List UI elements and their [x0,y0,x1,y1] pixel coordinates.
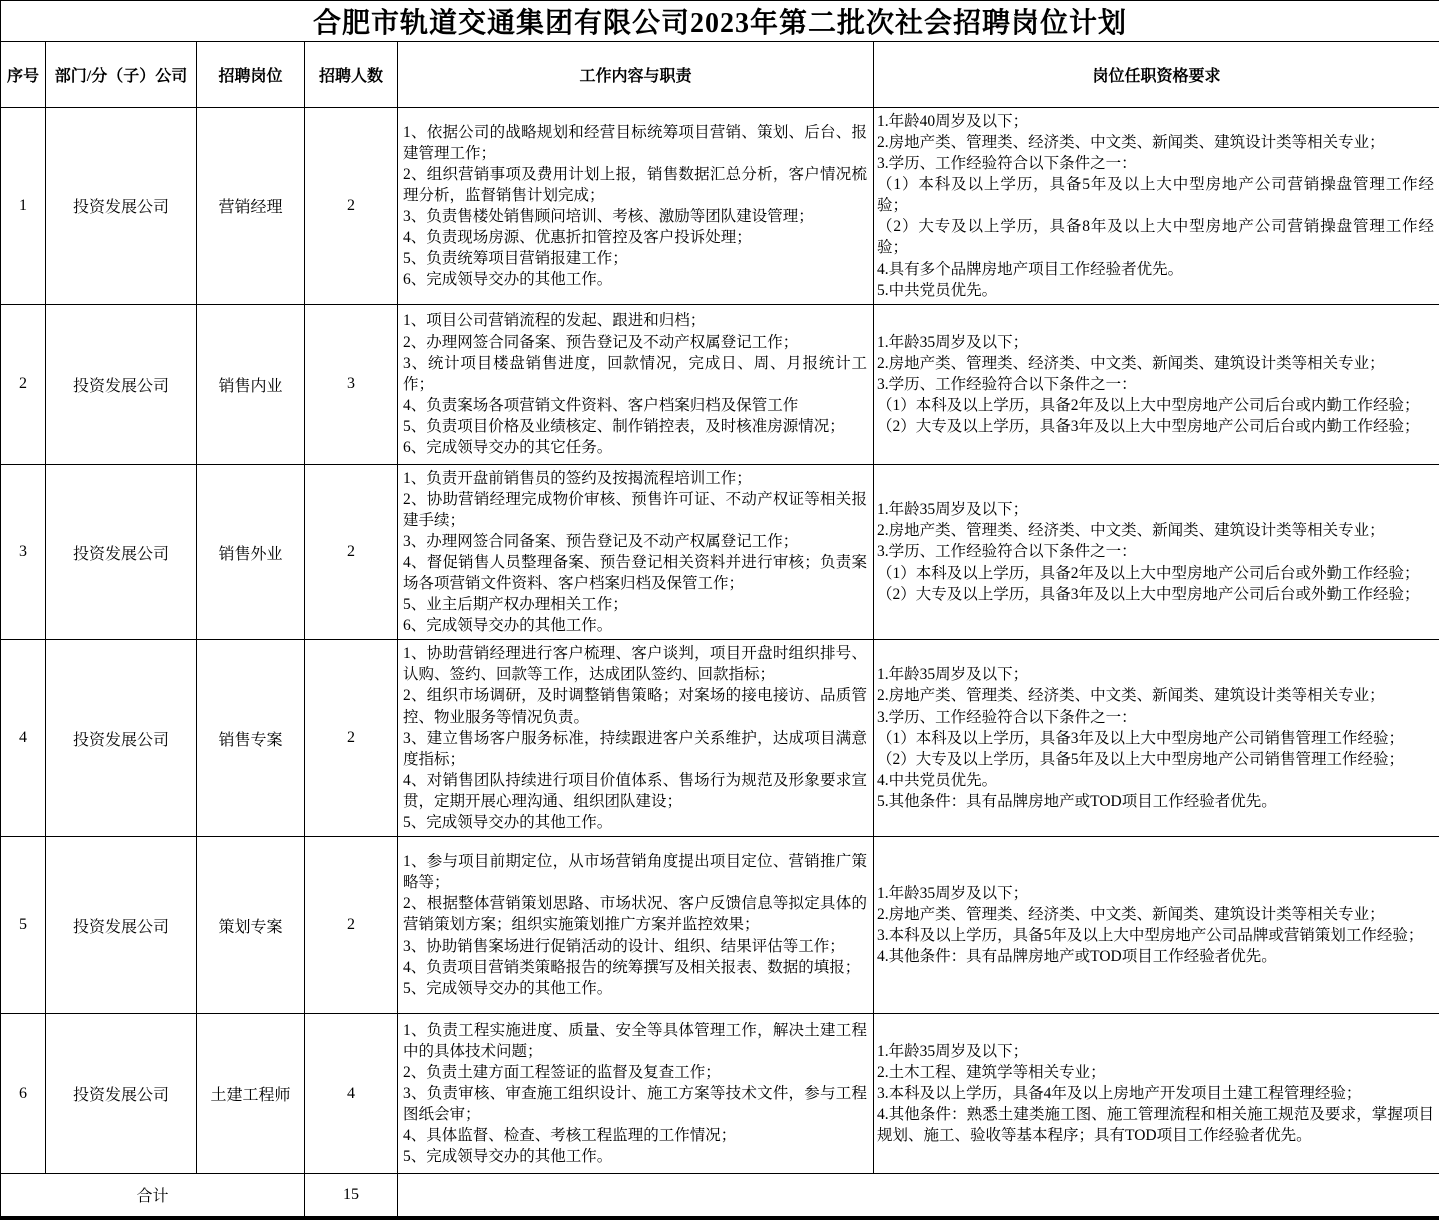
cell-requirements: 1.年龄35周岁及以下； 2.房地产类、管理类、经济类、中文类、新闻类、建筑设计类等相关专业； 3.本科及以上学历，具备5年及以上大中型房地产公司品牌或营销策划工作经验； 4.其他条件：具有品牌房地产或TOD项目工作经验者优先。 [874,837,1439,1014]
cell-department: 投资发展公司 [46,464,197,640]
cell-requirements: 1.年龄35周岁及以下； 2.土木工程、建筑学等相关专业； 3.本科及以上学历，具备4年及以上房地产开发项目土建工程管理经验； 4.其他条件：熟悉土建类施工图、施工管理流程和相关施工规范及要求，掌握项目规划、施工、验收等基本程序；具有TOD项目工作经验者优先。 [874,1014,1439,1174]
header-no: 序号 [1,42,46,108]
header-requirements: 岗位任职资格要求 [874,42,1439,108]
total-empty-cell [398,1174,1439,1218]
total-label: 合计 [1,1174,305,1218]
table-row [1,108,1439,305]
cell-no: 1 [1,108,46,305]
cell-count: 3 [305,304,398,464]
cell-count: 4 [305,1014,398,1174]
table-header-row [1,42,1439,108]
cell-duties: 1、项目公司营销流程的发起、跟进和归档； 2、办理网签合同备案、预告登记及不动产权属登记工作； 3、统计项目楼盘销售进度，回款情况，完成日、周、月报统计工作； 4、负责案场各项营销文件资料、客户档案归档及保管工作 5、负责项目价格及业绩核定、制作销控表，及时核准房源情况； 6、完成领导交办的其它任务。 [398,304,874,464]
header-count: 招聘人数 [305,42,398,108]
cell-no: 3 [1,464,46,640]
table-row [1,304,1439,464]
cell-position: 营销经理 [197,108,305,305]
table-row [1,464,1439,640]
total-count: 15 [305,1174,398,1218]
cell-department: 投资发展公司 [46,1014,197,1174]
cell-position: 策划专案 [197,837,305,1014]
cell-department: 投资发展公司 [46,108,197,305]
cell-no: 2 [1,304,46,464]
page-title: 合肥市轨道交通集团有限公司2023年第二批次社会招聘岗位计划 [1,1,1439,42]
cell-position: 销售内业 [197,304,305,464]
cell-duties: 1、负责工程实施进度、质量、安全等具体管理工作，解决土建工程中的具体技术问题； 2、负责土建方面工程签证的监督及复查工作； 3、负责审核、审查施工组织设计、施工方案等技术文件，参与工程图纸会审； 4、具体监督、检查、考核工程监理的工作情况； 5、完成领导交办的其他工作。 [398,1014,874,1174]
cell-count: 2 [305,108,398,305]
cell-no: 6 [1,1014,46,1174]
cell-requirements: 1.年龄35周岁及以下； 2.房地产类、管理类、经济类、中文类、新闻类、建筑设计类等相关专业； 3.学历、工作经验符合以下条件之一： （1）本科及以上学历，具备3年及以上大中型房地产公司销售管理工作经验； （2）大专及以上学历，具备5年及以上大中型房地产公司销售管理工作经验； 4.中共党员优先。 5.其他条件：具有品牌房地产或TOD项目工作经验者优先。 [874,640,1439,837]
header-duties: 工作内容与职责 [398,42,874,108]
cell-no: 5 [1,837,46,1014]
cell-duties: 1、依据公司的战略规划和经营目标统筹项目营销、策划、后台、报建管理工作； 2、组织营销事项及费用计划上报，销售数据汇总分析，客户情况梳理分析，监督销售计划完成； 3、负责售楼处销售顾问培训、考核、激励等团队建设管理； 4、负责现场房源、优惠折扣管控及客户投诉处理； 5、负责统筹项目营销报建工作； 6、完成领导交办的其他工作。 [398,108,874,305]
cell-duties: 1、负责开盘前销售员的签约及按揭流程培训工作； 2、协助营销经理完成物价审核、预售许可证、不动产权证等相关报建手续； 3、办理网签合同备案、预告登记及不动产权属登记工作； 4、督促销售人员整理备案、预告登记相关资料并进行审核；负责案场各项营销文件资料、客户档案归档及保管工作； 5、业主后期产权办理相关工作； 6、完成领导交办的其他工作。 [398,464,874,640]
title-row [1,1,1439,42]
header-position: 招聘岗位 [197,42,305,108]
cell-count: 2 [305,837,398,1014]
cell-position: 销售专案 [197,640,305,837]
cell-position: 土建工程师 [197,1014,305,1174]
table-row [1,1014,1439,1174]
cell-requirements: 1.年龄40周岁及以下； 2.房地产类、管理类、经济类、中文类、新闻类、建筑设计类等相关专业； 3.学历、工作经验符合以下条件之一： （1）本科及以上学历，具备5年及以上大中型房地产公司营销操盘管理工作经验； （2）大专及以上学历，具备8年及以上大中型房地产公司营销操盘管理工作经验； 4.具有多个品牌房地产项目工作经验者优先。 5.中共党员优先。 [874,108,1439,305]
cell-duties: 1、参与项目前期定位，从市场营销角度提出项目定位、营销推广策略等； 2、根据整体营销策划思路、市场状况、客户反馈信息等拟定具体的营销策划方案；组织实施策划推广方案并监控效果； 3、协助销售案场进行促销活动的设计、组织、结果评估等工作； 4、负责项目营销类策略报告的统筹撰写及相关报表、数据的填报； 5、完成领导交办的其他工作。 [398,837,874,1014]
cell-count: 2 [305,464,398,640]
cell-duties: 1、协助营销经理进行客户梳理、客户谈判，项目开盘时组织排号、认购、签约、回款等工作，达成团队签约、回款指标； 2、组织市场调研，及时调整销售策略；对案场的接电接访、品质管控、物业服务等情况负责。 3、建立售场客户服务标准，持续跟进客户关系维护，达成项目满意度指标； 4、对销售团队持续进行项目价值体系、售场行为规范及形象要求宣贯，定期开展心理沟通、组织团队建设； 5、完成领导交办的其他工作。 [398,640,874,837]
cell-requirements: 1.年龄35周岁及以下； 2.房地产类、管理类、经济类、中文类、新闻类、建筑设计类等相关专业； 3.学历、工作经验符合以下条件之一： （1）本科及以上学历，具备2年及以上大中型房地产公司后台或外勤工作经验； （2）大专及以上学历，具备3年及以上大中型房地产公司后台或外勤工作经验； [874,464,1439,640]
table-row [1,837,1439,1014]
total-row [1,1174,1439,1218]
header-department: 部门/分（子）公司 [46,42,197,108]
cell-department: 投资发展公司 [46,837,197,1014]
cell-no: 4 [1,640,46,837]
table-row [1,640,1439,837]
cell-department: 投资发展公司 [46,304,197,464]
cell-requirements: 1.年龄35周岁及以下； 2.房地产类、管理类、经济类、中文类、新闻类、建筑设计类等相关专业； 3.学历、工作经验符合以下条件之一： （1）本科及以上学历，具备2年及以上大中型房地产公司后台或内勤工作经验； （2）大专及以上学历，具备3年及以上大中型房地产公司后台或内勤工作经验； [874,304,1439,464]
cell-department: 投资发展公司 [46,640,197,837]
cell-count: 2 [305,640,398,837]
cell-position: 销售外业 [197,464,305,640]
